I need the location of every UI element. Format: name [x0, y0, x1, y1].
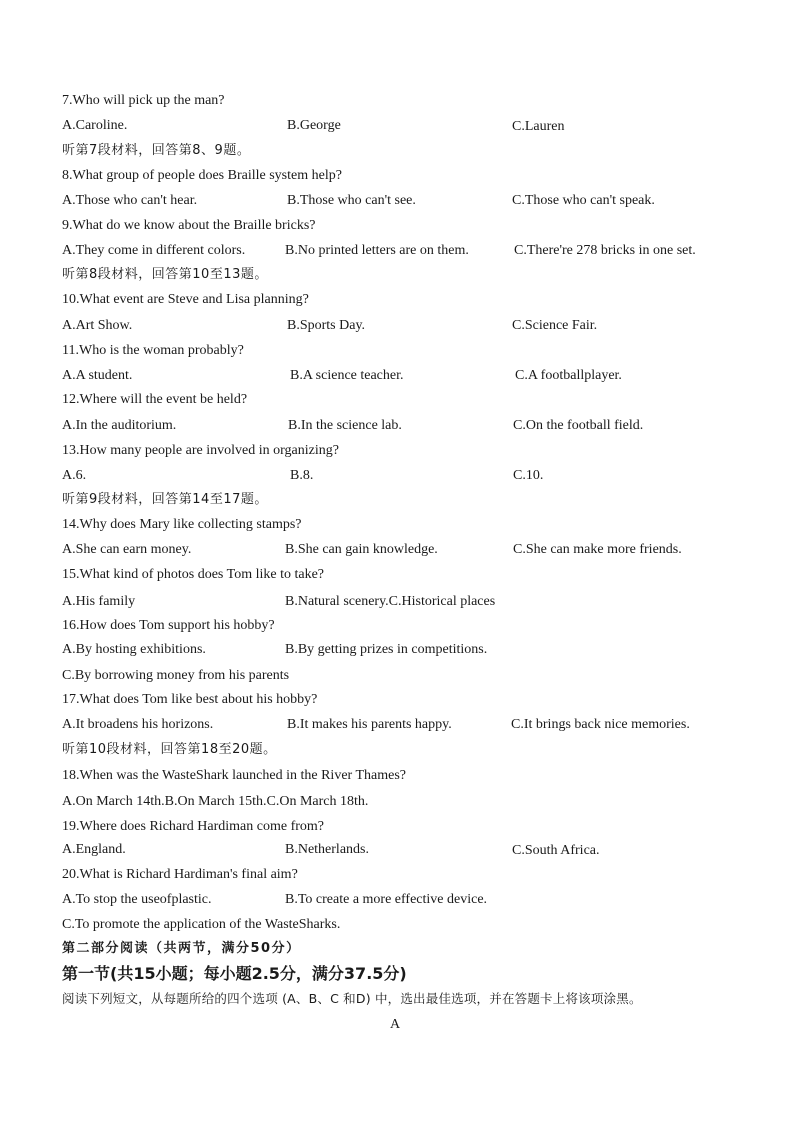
section-instruction-7: 听第7段材料，回答第8、9题。 [62, 143, 251, 158]
option-19b: B.Netherlands. [285, 842, 369, 857]
option-15a: A.His family [62, 594, 136, 609]
question-20: 20.What is Richard Hardiman's final aim? [62, 867, 298, 882]
option-9c: C.There're 278 bricks in one set. [514, 243, 696, 258]
question-7: 7.Who will pick up the man? [62, 93, 225, 108]
passage-label: A [390, 1017, 401, 1032]
option-20b: B.To create a more effective device. [285, 892, 488, 907]
option-10c: C.Science Fair. [512, 318, 598, 333]
option-17b: B.It makes his parents happy. [287, 717, 452, 732]
option-7b: B.George [287, 118, 341, 133]
section1-heading: 第一节(共15小题；每小题2.5分，满分37.5分) [62, 964, 407, 983]
question-13: 13.How many people are involved in organizing? [62, 443, 339, 458]
option-13a: A.6. [62, 468, 87, 483]
question-12: 12.Where will the event be held? [62, 392, 248, 407]
option-19c: C.South Africa. [512, 843, 600, 858]
option-17c: C.It brings back nice memories. [511, 717, 690, 732]
question-9: 9.What do we know about the Braille bricks? [62, 218, 316, 233]
option-9a: A.They come in different colors. [62, 243, 246, 258]
option-19a: A.England. [62, 842, 126, 857]
option-13b: B.8. [290, 468, 314, 483]
option-16b: B.By getting prizes in competitions. [285, 642, 488, 657]
option-7a: A.Caroline. [62, 118, 128, 133]
question-14: 14.Why does Mary like collecting stamps? [62, 517, 302, 532]
option-8b: B.Those who can't see. [287, 193, 416, 208]
option-11c: C.A footballplayer. [515, 368, 622, 383]
question-10: 10.What event are Steve and Lisa planning? [62, 292, 309, 307]
options-18: A.On March 14th.B.On March 15th.C.On March 18th. [62, 794, 369, 809]
option-16a: A.By hosting exhibitions. [62, 642, 206, 657]
option-13c: C.10. [513, 468, 544, 483]
option-20a: A.To stop the useofplastic. [62, 892, 212, 907]
question-18: 18.When was the WasteShark launched in the River Thames? [62, 768, 406, 783]
option-11a: A.A student. [62, 368, 133, 383]
question-19: 19.Where does Richard Hardiman come from? [62, 819, 325, 834]
option-7c: C.Lauren [512, 119, 565, 134]
option-10a: A.Art Show. [62, 318, 133, 333]
option-16c: C.By borrowing money from his parents [62, 668, 290, 683]
option-20c: C.To promote the application of the WasteSharks. [62, 917, 341, 932]
section-instruction-10: 听第10段材料，回答第18至20题。 [62, 742, 277, 757]
option-10b: B.Sports Day. [287, 318, 366, 333]
option-14c: C.She can make more friends. [513, 542, 682, 557]
question-8: 8.What group of people does Braille system help? [62, 168, 342, 183]
question-17: 17.What does Tom like best about his hobby? [62, 692, 318, 707]
option-8c: C.Those who can't speak. [512, 193, 655, 208]
option-9b: B.No printed letters are on them. [285, 243, 469, 258]
option-12a: A.In the auditorium. [62, 418, 177, 433]
option-15bc: B.Natural scenery.C.Historical places [285, 594, 496, 609]
question-15: 15.What kind of photos does Tom like to take? [62, 567, 324, 582]
option-17a: A.It broadens his horizons. [62, 717, 214, 732]
option-12c: C.On the football field. [513, 418, 644, 433]
option-12b: B.In the science lab. [288, 418, 402, 433]
reading-instructions: 阅读下列短文，从每题所给的四个选项 (A、B、C 和D) 中，选出最佳选项，并在答题卡上将该项涂黑。 [62, 991, 642, 1006]
part2-heading: 第二部分阅读（共两节，满分50分） [62, 941, 301, 956]
question-11: 11.Who is the woman probably? [62, 343, 244, 358]
option-8a: A.Those who can't hear. [62, 193, 198, 208]
option-11b: B.A science teacher. [290, 368, 404, 383]
section-instruction-8: 听第8段材料，回答第10至13题。 [62, 267, 268, 282]
option-14a: A.She can earn money. [62, 542, 192, 557]
option-14b: B.She can gain knowledge. [285, 542, 438, 557]
question-16: 16.How does Tom support his hobby? [62, 618, 275, 633]
section-instruction-9: 听第9段材料，回答第14至17题。 [62, 492, 268, 507]
